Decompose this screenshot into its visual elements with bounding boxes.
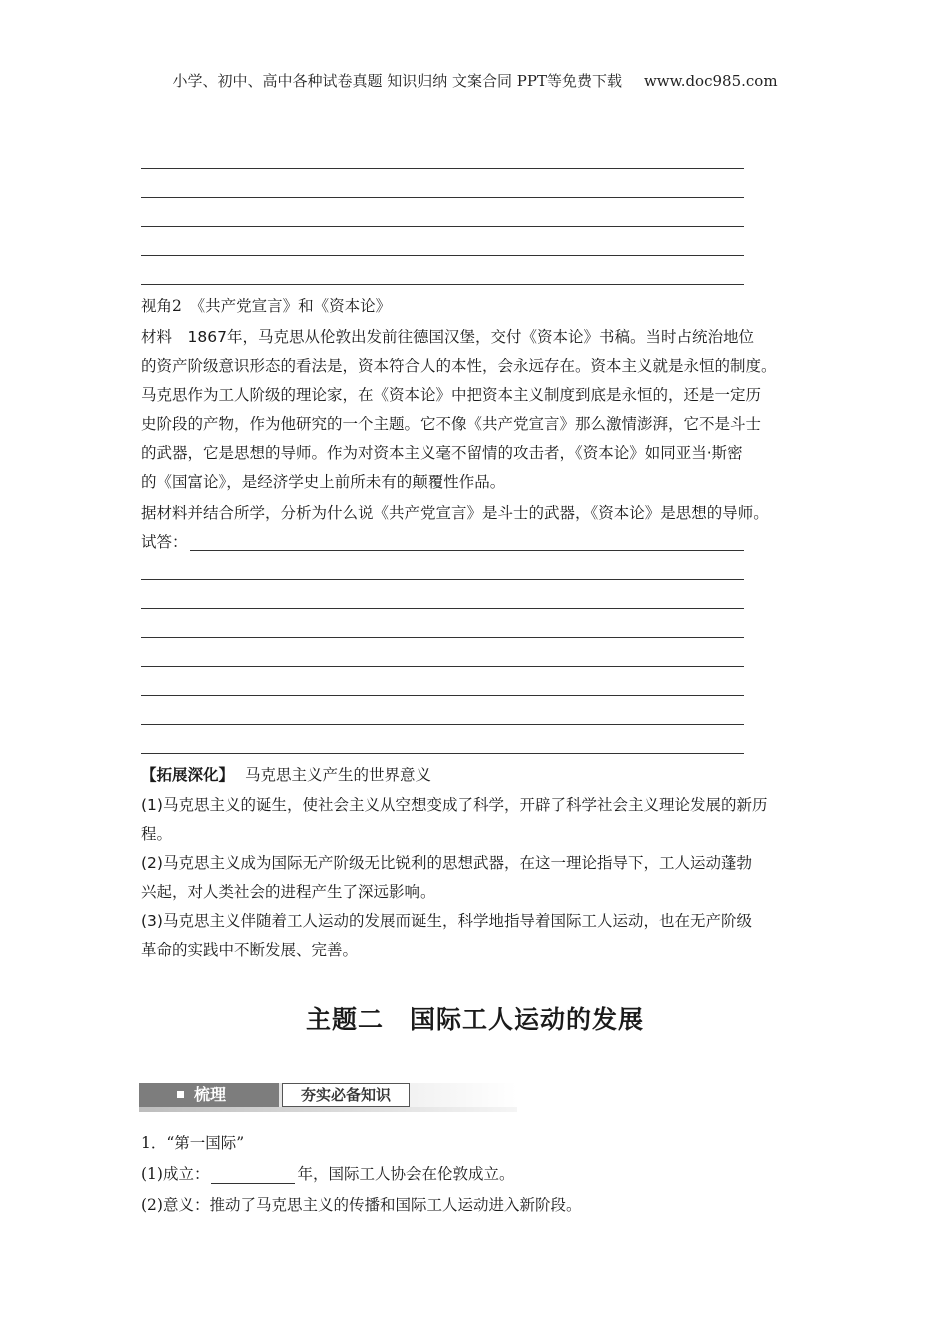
material-line: 的武器，它是思想的导师。作为对资本主义毫不留情的攻击者，《资本论》如同亚当·斯密 [141,444,743,462]
square-icon [177,1091,184,1098]
extension-line: (1)马克思主义的诞生，使社会主义从空想变成了科学，开辟了科学社会主义理论发展的新历 [141,796,768,814]
answer-line[interactable] [190,550,744,551]
answer-line[interactable] [141,695,744,696]
material-line: 的《国富论》，是经济学史上前所未有的颠覆性作品。 [141,473,506,491]
answer-line[interactable] [141,753,744,754]
material-line: 的资产阶级意识形态的看法是，资本符合人的本性，会永远存在。资本主义就是永恒的制度。 [141,357,777,375]
extension-heading-line [141,765,841,785]
answer-line[interactable] [141,579,744,580]
answer-line[interactable] [141,666,744,667]
answer-line[interactable] [141,255,744,256]
answer-line[interactable] [141,226,744,227]
answer-line[interactable] [141,168,744,169]
page-header [0,70,950,91]
extension-line: 程。 [141,825,173,843]
extension-line: 兴起，对人类社会的进程产生了深远影响。 [141,883,436,901]
material-line: 材料 1867年，马克思从伦敦出发前往德国汉堡，交付《资本论》书稿。当时占统治地位 [141,328,754,346]
extension-subtitle: 马克思主义产生的世界意义 [244,766,431,784]
fill-blank[interactable] [211,1167,295,1184]
answer-line[interactable] [141,637,744,638]
banner-box: 夯实必备知识 [282,1083,410,1107]
material-line: 史阶段的产物，作为他研究的一个主题。它不像《共产党宣言》那么激情澎湃，它不是斗士 [141,415,762,433]
answer-line[interactable] [141,197,744,198]
topic-title: 主题二 国际工人运动的发展 [305,1005,644,1034]
extension-line: (3)马克思主义伴随着工人运动的发展而诞生，科学地指导着国际工人运动，也在无产阶级 [141,912,752,930]
section1-heading: 1．“第一国际” [141,1134,245,1152]
question-text: 据材料并结合所学，分析为什么说《共产党宣言》是斗士的武器，《资本论》是思想的导师。 [141,504,769,522]
section1-item1 [141,1164,841,1184]
answer-line[interactable] [141,608,744,609]
extension-line: (2)马克思主义成为国际无产阶级无比锐利的思想武器，在这一理论指导下，工人运动蓬勃 [141,854,752,872]
answer-line[interactable] [141,284,744,285]
header-url: www.doc985.com [643,72,778,90]
banner-label-block [139,1083,279,1107]
banner-underline [139,1107,517,1112]
answer-label: 试答： [141,533,188,551]
material-line: 马克思作为工人阶级的理论家，在《资本论》中把资本主义制度到底是永恒的，还是一定历 [141,386,762,404]
view2-title: 视角2 《共产党宣言》和《资本论》 [141,297,392,315]
answer-line[interactable] [141,724,744,725]
item1-suffix: 年，国际工人协会在伦敦成立。 [297,1165,515,1183]
extension-heading: 【拓展深化】 [141,766,235,784]
section1-item2: (2)意义：推动了马克思主义的传播和国际工人运动进入新阶段。 [141,1196,582,1214]
banner-label: 梳理 [194,1085,227,1104]
item1-prefix: (1)成立： [141,1165,210,1183]
section-banner [139,1083,517,1112]
header-text: 小学、初中、高中各种试卷真题 知识归纳 文案合同 PPT等免费下载 [172,72,622,90]
extension-line: 革命的实践中不断发展、完善。 [141,941,359,959]
